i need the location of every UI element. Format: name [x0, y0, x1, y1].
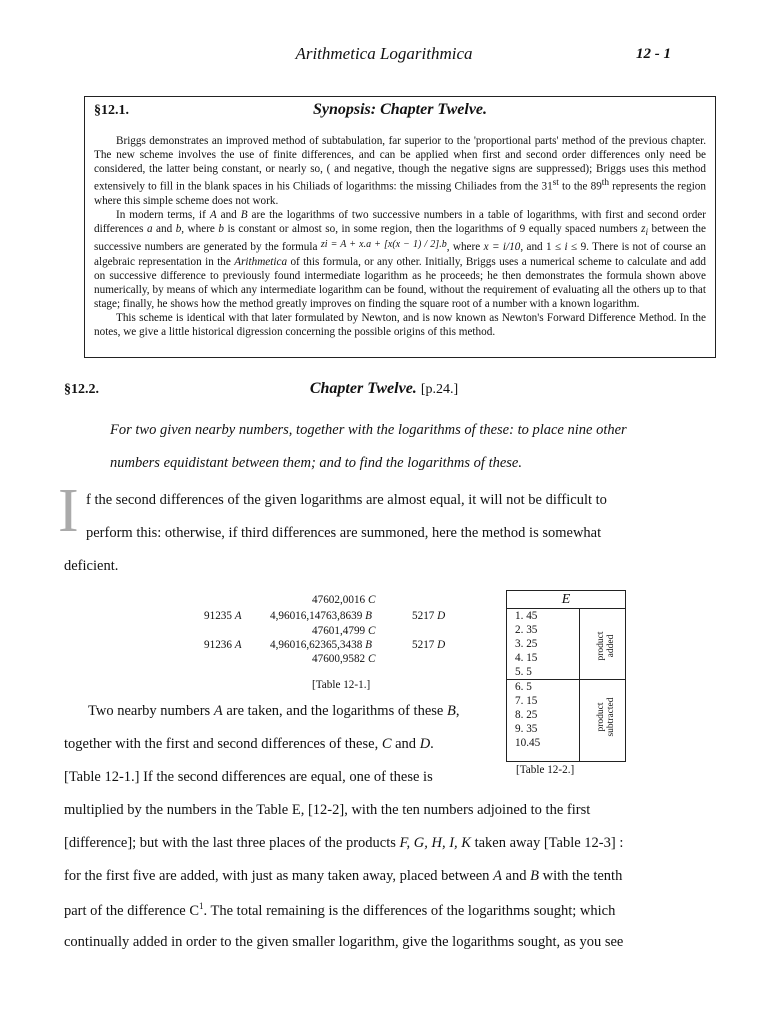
running-header-title: Arithmetica Logarithmica: [295, 44, 473, 63]
body-line: for the first five are added, with just as many taken away, placed between A and B with the tenth: [64, 868, 623, 884]
list-item: 1. 45: [515, 610, 538, 622]
table-12-1-caption: [Table 12-1.]: [312, 679, 371, 691]
table-row: 47602,0016 C: [312, 594, 376, 606]
table-row: 47600,9582 C: [312, 653, 376, 665]
body-line: Two nearby numbers A are taken, and the logarithms of these B,: [88, 703, 460, 719]
body-line: [difference]; but with the last three places of the products F, G, H, I, K taken away [Table 12-3] :: [64, 835, 624, 851]
table-e-header: E: [507, 591, 625, 609]
table-row: 5217 D: [412, 639, 446, 651]
label-product-subtracted: product subtracted: [596, 697, 616, 737]
chapter-page-ref: [p.24.]: [420, 382, 459, 397]
table-row: 91235 A: [204, 610, 242, 622]
synopsis-paragraph-1: Briggs demonstrates an improved method of subtabulation, far superior to the 'proportional parts' method of the previous chapter. The new scheme involves the use of finite differences, and can be applied when first and second order differences only need be considered, the latter being constant, or nearly so, ( and negative, though the negative signs are suppressed); Briggs uses this method extensively to fill in the blank spaces in his Chiliads of logarithms: the missing Chiliades from the 31st to the 89th represents the region where this simple scheme does not work.: [94, 135, 706, 207]
synopsis-paragraph-3: This scheme is identical with that later formulated by Newton, and is now known as Newton's Forward Difference Method. In the notes, we give a little historical digression concerning the possible origins of this method.: [94, 311, 706, 338]
table-row: 47601,4799 C: [312, 625, 376, 637]
list-item: 2. 35: [515, 624, 538, 636]
chapter-section-number: §12.2.: [64, 382, 99, 397]
body-line: multiplied by the numbers in the Table E, [12-2], with the ten numbers adjoined to the first: [64, 802, 591, 818]
synopsis-paragraph-2: In modern terms, if A and B are the logarithms of two successive numbers in a table of logarithms, with first and second order differences a and b, where b is constant or almost so, in some region, then the logarithms of 9 equally spaced numbers $z_i$ between the successive numbers are generated by the formula zi = A + x.a + [x(x − 1) / 2].b, where x = i/10, and 1 ≤ i ≤ 9. There is not of course an algebraic representation in the Arithmetica of this formula, or any other. Initially, Briggs uses a numerical scheme to calculate and add on successive difference to previously found intermediate logarithm as he proceeds; he then demonstrates the formula shown above numerically, by means of which any intermediate logarithm can be found, without the requirement of evaluating all the others up to that stage; finally, he shows how the method greatly improves on finding the square root of a number with a known logarithm.: [94, 208, 706, 310]
list-item: 6. 5: [515, 681, 532, 693]
body-line: together with the first and second differences of these, C and D.: [64, 736, 434, 752]
page-number: 12 - 1: [636, 46, 671, 62]
list-item: 5. 5: [515, 666, 532, 678]
table-row: 5217 D: [412, 610, 446, 622]
list-item: 7. 15: [515, 695, 538, 707]
synopsis-section-number: §12.1.: [94, 103, 129, 118]
drop-cap: I: [58, 477, 79, 545]
list-item: 10.45: [515, 737, 541, 749]
table-row: 4,96016,14763,8639 B: [270, 610, 372, 622]
label-product-added: product added: [596, 631, 616, 661]
table-row: 91236 A: [204, 639, 242, 651]
opening-paragraph: f the second differences of the given logarithms are almost equal, it will not be difficult to perform this: otherwise, if third differences are summoned, here the method is somewhat deficient.: [64, 492, 607, 574]
table-12-2-caption: [Table 12-2.]: [516, 764, 575, 776]
table-row: 4,96016,62365,3438 B: [270, 639, 372, 651]
body-line: continually added in order to the given smaller logarithm, give the logarithms sought, as you see: [64, 934, 624, 950]
proposition-text: For two given nearby numbers, together with the logarithms of these: to place nine other numbers equidistant between them; and to find the logarithms of these.: [110, 422, 627, 471]
synopsis-title: Synopsis: Chapter Twelve.: [312, 101, 488, 118]
chapter-title: Chapter Twelve. [p.24.]: [309, 380, 459, 397]
body-line: part of the difference $C^1$. The total remaining is the differences of the logarithms sought; which: [64, 901, 616, 919]
newton-formula: zi = A + x.a + [x(x − 1) / 2].b: [320, 238, 447, 250]
list-item: 4. 15: [515, 652, 538, 664]
synopsis-body: [94, 134, 706, 339]
list-item: 3. 25: [515, 638, 538, 650]
body-line: [Table 12-1.] If the second differences are equal, one of these is: [64, 769, 433, 785]
table-e: [506, 590, 626, 762]
list-item: 8. 25: [515, 709, 538, 721]
list-item: 9. 35: [515, 723, 538, 735]
